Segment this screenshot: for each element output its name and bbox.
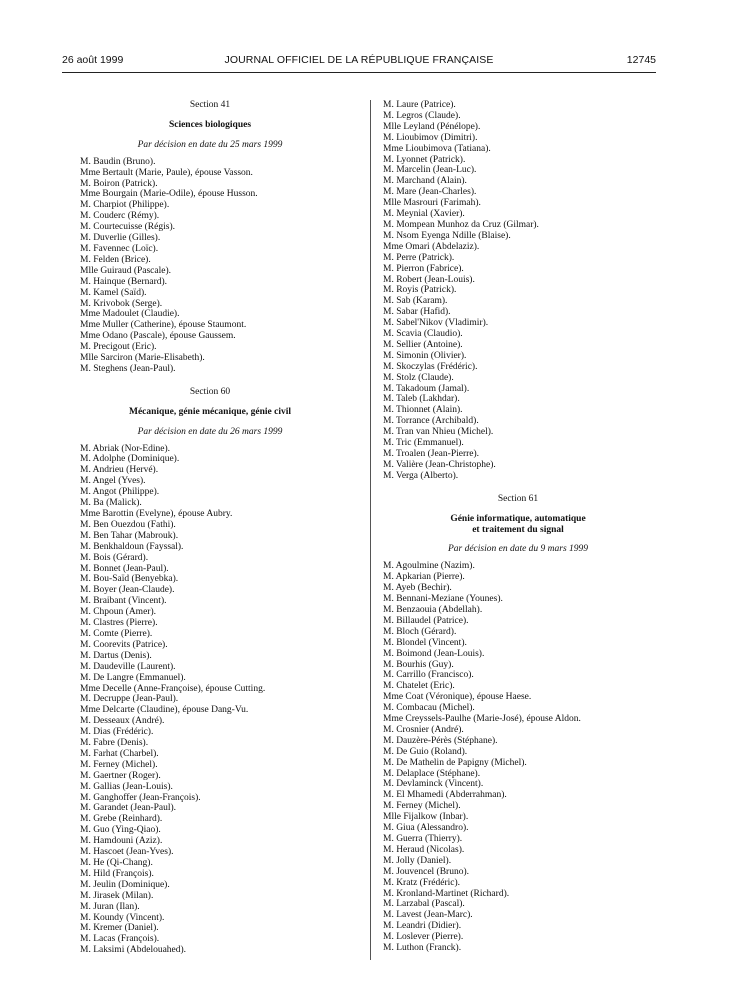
list-item: M. Benzaouia (Abdellah). bbox=[383, 604, 483, 615]
list-item: M. Courtecuisse (Régis). bbox=[80, 222, 175, 233]
list-item: M. Guo (Ying-Qiao). bbox=[80, 825, 161, 836]
list-item: M. Jeulin (Dominique). bbox=[80, 879, 170, 890]
list-item: M. Boiron (Patrick). bbox=[80, 178, 158, 189]
list-item: Mme Lioubimova (Tatiana). bbox=[383, 143, 491, 154]
list-item: M. Bonnet (Jean-Paul). bbox=[80, 563, 169, 574]
list-item: M. Legros (Claude). bbox=[383, 110, 461, 121]
name-list bbox=[383, 100, 653, 482]
list-item: M. Precigout (Eric). bbox=[80, 342, 157, 353]
list-item: M. Lyonnet (Patrick). bbox=[383, 154, 466, 165]
section-decision: Par décision en date du 25 mars 1999 bbox=[137, 139, 283, 150]
list-item: M. Dartus (Denis). bbox=[80, 650, 152, 661]
list-item: Mme Creyssels-Paulhe (Marie-José), épouse Aldon. bbox=[383, 714, 581, 725]
list-item: M. Adolphe (Dominique). bbox=[80, 454, 180, 465]
list-item: M. Sellier (Antoine). bbox=[383, 339, 463, 350]
list-item: Mme Muller (Catherine), épouse Staumont. bbox=[80, 320, 247, 331]
right-column bbox=[383, 100, 653, 954]
header-rule bbox=[62, 72, 656, 73]
list-item: M. Thionnet (Alain). bbox=[383, 405, 463, 416]
list-item: M. Verga (Alberto). bbox=[383, 470, 459, 481]
list-item: Mlle Masrouri (Farimah). bbox=[383, 198, 481, 209]
list-item: Mme Delcarte (Claudine), épouse Dang-Vu. bbox=[80, 705, 249, 716]
list-item: M. Kamel (Saïd). bbox=[80, 287, 147, 298]
list-item: M. Steghens (Jean-Paul). bbox=[80, 363, 176, 374]
list-item: M. Valière (Jean-Christophe). bbox=[383, 459, 496, 470]
list-item: M. Pierron (Fabrice). bbox=[383, 263, 464, 274]
list-item: M. Larzabal (Pascal). bbox=[383, 899, 465, 910]
list-item: M. Ferney (Michel). bbox=[383, 801, 461, 812]
list-item: M. Lacas (François). bbox=[80, 934, 160, 945]
list-item: M. Dauzère-Pérès (Stéphane). bbox=[383, 735, 498, 746]
list-item: M. Baudin (Bruno). bbox=[80, 156, 156, 167]
list-item: Mme Odano (Pascale), épouse Gaussem. bbox=[80, 331, 236, 342]
list-item: M. Chatelet (Eric). bbox=[383, 681, 455, 692]
section-title-line: Génie informatique, automatique bbox=[450, 513, 586, 524]
list-item: M. He (Qi-Chang). bbox=[80, 858, 153, 868]
name-list bbox=[80, 157, 358, 375]
list-item: M. Comte (Pierre). bbox=[80, 628, 153, 639]
list-item: M. Perre (Patrick). bbox=[383, 252, 455, 263]
list-item: M. Sabar (Hafid). bbox=[383, 307, 451, 318]
list-item: M. Apkarian (Pierre). bbox=[383, 572, 465, 583]
list-item: Mlle Leyland (Pénélope). bbox=[383, 121, 481, 132]
list-item: M. Stolz (Claude). bbox=[383, 372, 454, 383]
list-item: M. Bourhis (Guy). bbox=[383, 659, 454, 670]
list-item: M. Jouvencel (Bruno). bbox=[383, 866, 470, 877]
list-item: M. Felden (Brice). bbox=[80, 254, 151, 265]
list-item: M. Braibant (Vincent). bbox=[80, 596, 167, 607]
list-item: M. Ben Ouezdou (Fathi). bbox=[80, 519, 176, 530]
section-decision: Par décision en date du 9 mars 1999 bbox=[447, 544, 589, 555]
list-item: M. Loslever (Pierre). bbox=[383, 932, 464, 943]
list-item: M. Fabre (Denis). bbox=[80, 738, 149, 749]
list-item: M. Angot (Philippe). bbox=[80, 487, 160, 498]
list-item: M. Koundy (Vincent). bbox=[80, 912, 165, 923]
list-item: M. Andrieu (Hervé). bbox=[80, 465, 159, 476]
list-item: M. Combacau (Michel). bbox=[383, 703, 475, 714]
list-item: M. Nsom Eyenga Ndille (Blaise). bbox=[383, 230, 511, 241]
section-number: Section 41 bbox=[189, 100, 231, 110]
list-item: M. Meynial (Xavier). bbox=[383, 209, 465, 220]
list-item: M. Taleb (Lakhdar). bbox=[383, 394, 460, 405]
name-list bbox=[383, 561, 653, 954]
list-item: M. Robert (Jean-Louis). bbox=[383, 274, 475, 285]
header-title: JOURNAL OFFICIEL DE LA RÉPUBLIQUE FRANÇAISE bbox=[224, 54, 494, 66]
list-item: Mme Barottin (Evelyne), épouse Aubry. bbox=[80, 509, 233, 519]
list-item: M. Takadoum (Jamal). bbox=[383, 383, 470, 394]
list-item: M. Charpiot (Philippe). bbox=[80, 200, 170, 211]
list-item: M. Devlaminck (Vincent). bbox=[383, 779, 484, 790]
section-title: Sciences biologiques bbox=[168, 119, 252, 130]
left-column bbox=[80, 100, 358, 956]
list-item: Mme Coat (Véronique), épouse Haese. bbox=[383, 692, 532, 703]
list-item: M. Royis (Patrick). bbox=[383, 285, 457, 296]
list-item: M. Laksimi (Abdelouahed). bbox=[80, 945, 187, 956]
list-item: M. Jolly (Daniel). bbox=[383, 855, 452, 866]
column-divider bbox=[370, 100, 371, 960]
name-list bbox=[80, 444, 358, 957]
section-title bbox=[383, 514, 653, 536]
header-page-number: 12745 bbox=[626, 54, 656, 66]
section-number: Section 60 bbox=[189, 386, 231, 397]
list-item: M. Gaertner (Roger). bbox=[80, 770, 161, 781]
list-item: M. Giua (Alessandro). bbox=[383, 823, 469, 834]
list-item: M. Skoczylas (Frédéric). bbox=[383, 361, 478, 372]
list-item: M. Lioubimov (Dimitri). bbox=[383, 132, 478, 143]
list-item: Mme Decelle (Anne-Françoise), épouse Cutting. bbox=[80, 683, 266, 694]
list-item: M. Ferney (Michel). bbox=[80, 759, 158, 770]
list-item: M. Favennec (Loïc). bbox=[80, 243, 159, 254]
list-item: M. Decruppe (Jean-Paul). bbox=[80, 694, 179, 705]
list-item: M. Ba (Malick). bbox=[80, 498, 142, 509]
section-title: Mécanique, génie mécanique, génie civil bbox=[128, 406, 291, 417]
list-item: M. Duverlie (Gilles). bbox=[80, 233, 161, 244]
section-number: Section 61 bbox=[497, 493, 539, 504]
list-item: M. Hascoet (Jean-Yves). bbox=[80, 847, 174, 858]
list-item: M. Jirasek (Milan). bbox=[80, 890, 154, 901]
list-item: Mlle Guiraud (Pascale). bbox=[80, 265, 172, 276]
list-item: M. Chpoun (Amer). bbox=[80, 607, 156, 618]
list-item: Mme Omari (Abdelaziz). bbox=[383, 241, 480, 252]
list-item: M. Torrance (Archibald). bbox=[383, 416, 479, 427]
list-item: M. Grebe (Reinhard). bbox=[80, 814, 163, 825]
list-item: M. El Mhamedi (Abderrahman). bbox=[383, 790, 507, 801]
page-header bbox=[62, 54, 656, 68]
list-item: M. Angel (Yves). bbox=[80, 476, 146, 487]
list-item: M. Sab (Karam). bbox=[383, 296, 448, 307]
list-item: Mme Bertault (Marie, Paule), épouse Vasson. bbox=[80, 167, 253, 178]
list-item: M. Leandri (Didier). bbox=[383, 921, 462, 932]
list-item: Mme Bourgain (Marie-Odile), épouse Husson. bbox=[80, 189, 258, 200]
list-item: Mme Madoulet (Claudie). bbox=[80, 309, 180, 320]
list-item: M. Mare (Jean-Charles). bbox=[383, 187, 477, 198]
list-item: M. Dias (Frédéric). bbox=[80, 727, 154, 738]
list-item: M. Mompean Munhoz da Cruz (Gilmar). bbox=[383, 219, 539, 230]
list-item: M. Hamdouni (Aziz). bbox=[80, 836, 163, 847]
list-item: M. Ganghoffer (Jean-François). bbox=[80, 792, 201, 803]
list-item: M. Boimond (Jean-Louis). bbox=[383, 648, 485, 659]
list-item: M. De Langre (Emmanuel). bbox=[80, 672, 186, 683]
list-item: M. Krivobok (Serge). bbox=[80, 298, 163, 309]
list-item: M. Abriak (Nor-Edine). bbox=[80, 443, 171, 454]
list-item: M. Tric (Emmanuel). bbox=[383, 438, 464, 449]
list-item: M. Desseaux (André). bbox=[80, 716, 165, 727]
list-item: M. Benkhaldoun (Fayssal). bbox=[80, 541, 184, 552]
list-item: M. Couderc (Rémy). bbox=[80, 211, 160, 222]
list-item: M. Hild (François). bbox=[80, 868, 154, 879]
list-item: M. Marchand (Alain). bbox=[383, 176, 467, 187]
list-item: M. Agoulmine (Nazim). bbox=[383, 561, 475, 572]
section-decision: Par décision en date du 26 mars 1999 bbox=[137, 426, 283, 437]
list-item: Mlle Sarciron (Marie-Elisabeth). bbox=[80, 353, 205, 364]
list-item: M. Carrillo (Francisco). bbox=[383, 670, 474, 681]
list-item: M. Guerra (Thierry). bbox=[383, 834, 463, 844]
list-item: M. Ayeb (Bechir). bbox=[383, 583, 452, 594]
section-title-line: et traitement du signal bbox=[472, 524, 564, 535]
list-item: M. Delaplace (Stéphane). bbox=[383, 768, 481, 779]
list-item: M. Blondel (Vincent). bbox=[383, 637, 467, 648]
list-item: M. Kremer (Daniel). bbox=[80, 923, 159, 934]
list-item: M. Daudeville (Laurent). bbox=[80, 661, 176, 672]
list-item: M. Troalen (Jean-Pierre). bbox=[383, 449, 480, 459]
list-item: M. Billaudel (Patrice). bbox=[383, 615, 469, 626]
list-item: Mlle Fijalkow (Inbar). bbox=[383, 812, 469, 823]
list-item: M. Laure (Patrice). bbox=[383, 100, 456, 110]
list-item: M. Ben Tahar (Mabrouk). bbox=[80, 530, 179, 541]
list-item: M. Kronland-Martinet (Richard). bbox=[383, 888, 510, 899]
header-date: 26 août 1999 bbox=[62, 54, 124, 66]
list-item: M. Scavia (Claudio). bbox=[383, 329, 463, 340]
list-item: M. Sabel'Nikov (Vladimir). bbox=[383, 318, 489, 329]
list-item: M. Bois (Gérard). bbox=[80, 552, 149, 563]
list-item: M. Marcelin (Jean-Luc). bbox=[383, 165, 477, 176]
list-item: M. Lavest (Jean-Marc). bbox=[383, 910, 473, 921]
list-item: M. Clastres (Pierre). bbox=[80, 618, 158, 629]
list-item: M. Kratz (Frédéric). bbox=[383, 877, 461, 888]
list-item: M. Juran (Ilan). bbox=[80, 901, 140, 912]
list-item: M. Bou-Saïd (Benyebka). bbox=[80, 574, 179, 585]
list-item: M. Crosnier (André). bbox=[383, 724, 464, 735]
list-item: M. Simonin (Olivier). bbox=[383, 350, 467, 361]
list-item: M. Bloch (Gérard). bbox=[383, 626, 457, 637]
list-item: M. Hainque (Bernard). bbox=[80, 276, 168, 287]
list-item: M. Farhat (Charbel). bbox=[80, 748, 159, 759]
list-item: M. De Guio (Roland). bbox=[383, 746, 468, 757]
list-item: M. Coorevits (Patrice). bbox=[80, 639, 168, 650]
list-item: M. Tran van Nhieu (Michel). bbox=[383, 427, 494, 438]
list-item: M. Heraud (Nicolas). bbox=[383, 844, 465, 855]
list-item: M. Luthon (Franck). bbox=[383, 943, 462, 954]
list-item: M. De Mathelin de Papigny (Michel). bbox=[383, 757, 527, 768]
list-item: M. Bennani-Meziane (Younes). bbox=[383, 594, 503, 605]
list-item: M. Gallias (Jean-Louis). bbox=[80, 781, 173, 792]
list-item: M. Boyer (Jean-Claude). bbox=[80, 585, 175, 596]
list-item: M. Garandet (Jean-Paul). bbox=[80, 803, 177, 814]
